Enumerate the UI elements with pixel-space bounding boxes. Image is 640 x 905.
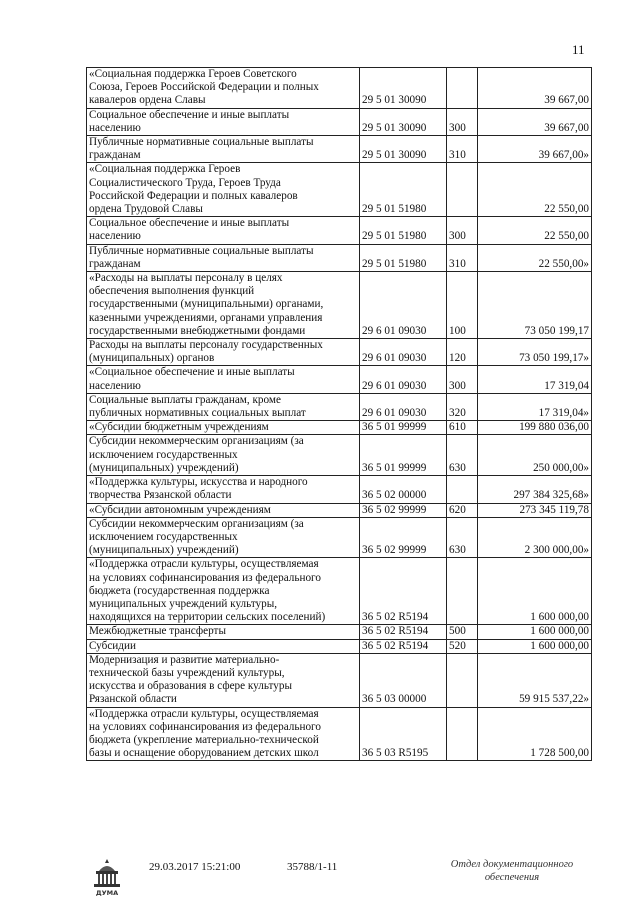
- row-type-cell: [447, 68, 478, 109]
- row-amount-cell: 17 319,04: [478, 366, 592, 393]
- row-name-cell: Межбюджетные трансферты: [87, 625, 360, 639]
- row-type-cell: 300: [447, 366, 478, 393]
- row-code-cell: 29 6 01 09030: [360, 366, 447, 393]
- row-code-cell: 29 6 01 09030: [360, 339, 447, 366]
- row-name-cell: Социальное обеспечение и иные выплаты населению: [87, 108, 360, 135]
- row-code-cell: 36 5 01 99999: [360, 435, 447, 476]
- row-code-cell: 36 5 01 99999: [360, 421, 447, 435]
- row-type-cell: 630: [447, 517, 478, 558]
- row-name-cell: Социальное обеспечение и иные выплаты населению: [87, 217, 360, 244]
- row-code-cell: 36 5 03 00000: [360, 653, 447, 707]
- row-code-cell: 29 6 01 09030: [360, 393, 447, 420]
- table-row: [87, 639, 592, 653]
- row-code-cell: 36 5 02 99999: [360, 503, 447, 517]
- row-type-cell: 500: [447, 625, 478, 639]
- footer-doc-number: 35788/1-11: [287, 861, 338, 873]
- table-row: [87, 558, 592, 625]
- table-row: [87, 707, 592, 761]
- row-type-cell: [447, 476, 478, 503]
- row-type-cell: 300: [447, 108, 478, 135]
- row-code-cell: 29 5 01 51980: [360, 163, 447, 217]
- row-amount-cell: 39 667,00: [478, 108, 592, 135]
- page-number: 11: [572, 42, 585, 57]
- row-amount-cell: 1 728 500,00: [478, 707, 592, 761]
- row-name-cell: Модернизация и развитие материально- технической базы учреждений культуры, искусства и образования в сфере культуры Рязанской области: [87, 653, 360, 707]
- row-type-cell: 610: [447, 421, 478, 435]
- row-name-cell: «Социальная поддержка Героев Социалистического Труда, Героев Труда Российской Федерации и полных кавалеров ордена Трудовой Славы: [87, 163, 360, 217]
- row-type-cell: [447, 558, 478, 625]
- row-code-cell: 29 5 01 51980: [360, 244, 447, 271]
- row-name-cell: «Социальная поддержка Героев Советского Союза, Героев Российской Федерации и полных кавалеров ордена Славы: [87, 68, 360, 109]
- table-row: [87, 366, 592, 393]
- row-name-cell: Расходы на выплаты персоналу государственных (муниципальных) органов: [87, 339, 360, 366]
- row-amount-cell: 1 600 000,00: [478, 625, 592, 639]
- row-name-cell: Публичные нормативные социальные выплаты гражданам: [87, 136, 360, 163]
- table-row: [87, 653, 592, 707]
- row-amount-cell: 73 050 199,17: [478, 272, 592, 339]
- row-code-cell: 36 5 02 00000: [360, 476, 447, 503]
- table-row: [87, 163, 592, 217]
- table-row: [87, 272, 592, 339]
- logo-text: ДУМА: [95, 889, 119, 897]
- row-code-cell: 29 5 01 51980: [360, 217, 447, 244]
- table-row: [87, 108, 592, 135]
- row-amount-cell: 22 550,00»: [478, 244, 592, 271]
- row-amount-cell: 22 550,00: [478, 163, 592, 217]
- table-row: [87, 244, 592, 271]
- row-type-cell: [447, 653, 478, 707]
- footer: [0, 855, 640, 900]
- row-name-cell: «Поддержка отрасли культуры, осуществляемая на условиях софинансирования из федерального бюджета (государственная поддержка муниципальных учреждений культуры, находящихся на территории сельских поселений): [87, 558, 360, 625]
- row-amount-cell: 39 667,00: [478, 68, 592, 109]
- row-amount-cell: 39 667,00»: [478, 136, 592, 163]
- row-type-cell: 120: [447, 339, 478, 366]
- row-type-cell: [447, 707, 478, 761]
- row-name-cell: «Субсидии бюджетным учреждениям: [87, 421, 360, 435]
- row-amount-cell: 17 319,04»: [478, 393, 592, 420]
- row-amount-cell: 273 345 119,78: [478, 503, 592, 517]
- row-code-cell: 36 5 02 R5194: [360, 558, 447, 625]
- table-row: [87, 217, 592, 244]
- row-name-cell: Субсидии: [87, 639, 360, 653]
- row-type-cell: 310: [447, 244, 478, 271]
- table-row: [87, 421, 592, 435]
- table-row: [87, 393, 592, 420]
- row-code-cell: 36 5 02 R5194: [360, 639, 447, 653]
- row-type-cell: 630: [447, 435, 478, 476]
- row-amount-cell: 73 050 199,17»: [478, 339, 592, 366]
- row-type-cell: 300: [447, 217, 478, 244]
- row-code-cell: 29 5 01 30090: [360, 68, 447, 109]
- table-row: [87, 625, 592, 639]
- table-row: [87, 503, 592, 517]
- table-row: [87, 476, 592, 503]
- row-amount-cell: 59 915 537,22»: [478, 653, 592, 707]
- row-type-cell: [447, 163, 478, 217]
- row-type-cell: 320: [447, 393, 478, 420]
- row-name-cell: Субсидии некоммерческим организациям (за исключением государственных (муниципальных) учреждений): [87, 435, 360, 476]
- row-type-cell: 520: [447, 639, 478, 653]
- row-amount-cell: 1 600 000,00: [478, 639, 592, 653]
- row-name-cell: «Расходы на выплаты персоналу в целях обеспечения выполнения функций государственными (муниципальными) органами, казенными учреждениями, органами управления государственными внебюджетными фондами: [87, 272, 360, 339]
- row-amount-cell: 250 000,00»: [478, 435, 592, 476]
- row-amount-cell: 1 600 000,00: [478, 558, 592, 625]
- row-type-cell: 100: [447, 272, 478, 339]
- row-name-cell: «Поддержка отрасли культуры, осуществляемая на условиях софинансирования из федерального бюджета (укрепление материально-технической базы и оснащение оборудованием детских школ: [87, 707, 360, 761]
- footer-department: Отдел документационного обеспечения: [450, 859, 574, 883]
- row-amount-cell: 2 300 000,00»: [478, 517, 592, 558]
- row-code-cell: 29 5 01 30090: [360, 108, 447, 135]
- row-name-cell: Публичные нормативные социальные выплаты гражданам: [87, 244, 360, 271]
- table-row: [87, 339, 592, 366]
- row-amount-cell: 199 880 036,00: [478, 421, 592, 435]
- row-amount-cell: 297 384 325,68»: [478, 476, 592, 503]
- table-row: [87, 435, 592, 476]
- row-code-cell: 36 5 03 R5195: [360, 707, 447, 761]
- row-code-cell: 29 5 01 30090: [360, 136, 447, 163]
- row-code-cell: 36 5 02 R5194: [360, 625, 447, 639]
- duma-logo: [90, 857, 124, 897]
- row-name-cell: «Поддержка культуры, искусства и народного творчества Рязанской области: [87, 476, 360, 503]
- table-row: [87, 136, 592, 163]
- footer-timestamp: 29.03.2017 15:21:00: [149, 861, 241, 873]
- row-name-cell: «Социальное обеспечение и иные выплаты населению: [87, 366, 360, 393]
- row-name-cell: Субсидии некоммерческим организациям (за исключением государственных (муниципальных) учреждений): [87, 517, 360, 558]
- table-row: [87, 517, 592, 558]
- row-type-cell: 310: [447, 136, 478, 163]
- table-row: [87, 68, 592, 109]
- row-code-cell: 29 6 01 09030: [360, 272, 447, 339]
- budget-table: [86, 67, 592, 761]
- row-code-cell: 36 5 02 99999: [360, 517, 447, 558]
- row-amount-cell: 22 550,00: [478, 217, 592, 244]
- row-name-cell: «Субсидии автономным учреждениям: [87, 503, 360, 517]
- row-name-cell: Социальные выплаты гражданам, кроме публичных нормативных социальных выплат: [87, 393, 360, 420]
- row-type-cell: 620: [447, 503, 478, 517]
